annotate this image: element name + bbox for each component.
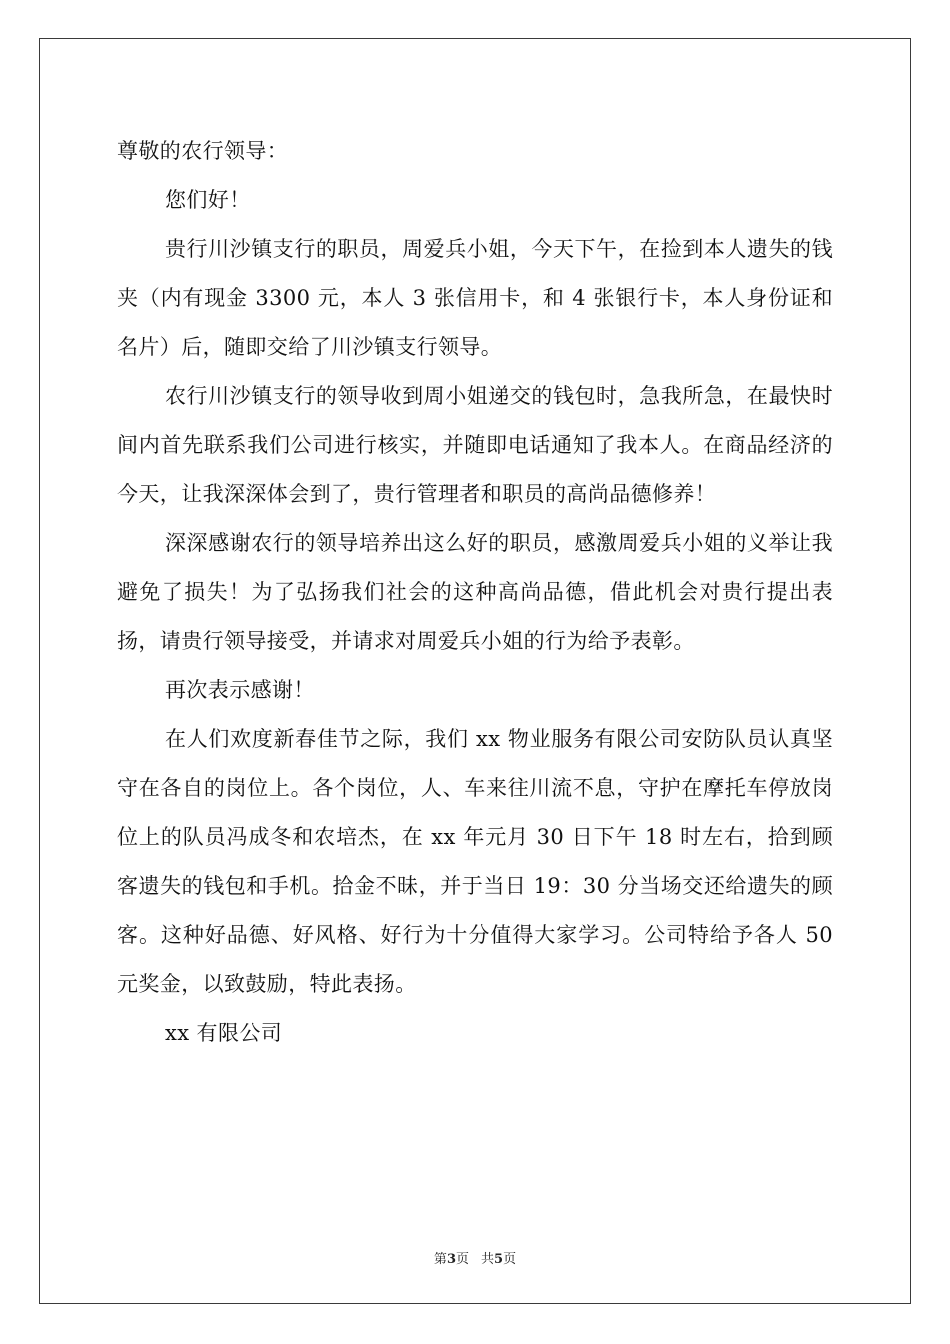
- page-total-label: 共5页: [481, 1252, 517, 1267]
- letter-paragraph-2: 农行川沙镇支行的领导收到周小姐递交的钱包时，急我所急，在最快时间内首先联系我们公司进行核实，并随即电话通知了我本人。在商品经济的今天，让我深深体会到了，贵行管理者和职员的高尚品德修养！: [117, 384, 833, 506]
- letter-closing: 再次表示感谢！: [165, 678, 315, 702]
- letter-salutation: 尊敬的农行领导：: [117, 139, 289, 163]
- notice-signature: xx 有限公司: [165, 1021, 283, 1045]
- document-body: [117, 127, 833, 1058]
- page-total: 5: [494, 1252, 504, 1267]
- letter-paragraph-1: 贵行川沙镇支行的职员，周爱兵小姐，今天下午，在捡到本人遗失的钱夹（内有现金 3300 元，本人 3 张信用卡，和 4 张银行卡，本人身份证和名片）后，随即交给了川沙镇支行领导。: [117, 237, 833, 359]
- letter-greeting: 您们好！: [165, 188, 251, 212]
- notice-paragraph-1: 在人们欢度新春佳节之际，我们 xx 物业服务有限公司安防队员认真坚守在各自的岗位上。各个岗位，人、车来往川流不息，守护在摩托车停放岗位上的队员冯成冬和农培杰，在 xx 年元月 30 日下午 18 时左右，拾到顾客遗失的钱包和手机。拾金不昧，并于当日 19：30 分当场交还给遗失的顾客。这种好品德、好风格、好行为十分值得大家学习。公司特给予各人 50 元奖金，以致鼓励，特此表扬。: [117, 727, 833, 996]
- page-footer: [0, 1248, 950, 1267]
- letter-paragraph-3: 深深感谢农行的领导培养出这么好的职员，感激周爱兵小姐的义举让我避免了损失！为了弘扬我们社会的这种高尚品德，借此机会对贵行提出表扬，请贵行领导接受，并请求对周爱兵小姐的行为给予表彰。: [117, 531, 833, 653]
- page-current: 3: [446, 1252, 456, 1267]
- page-number-label: 第3页: [433, 1252, 469, 1267]
